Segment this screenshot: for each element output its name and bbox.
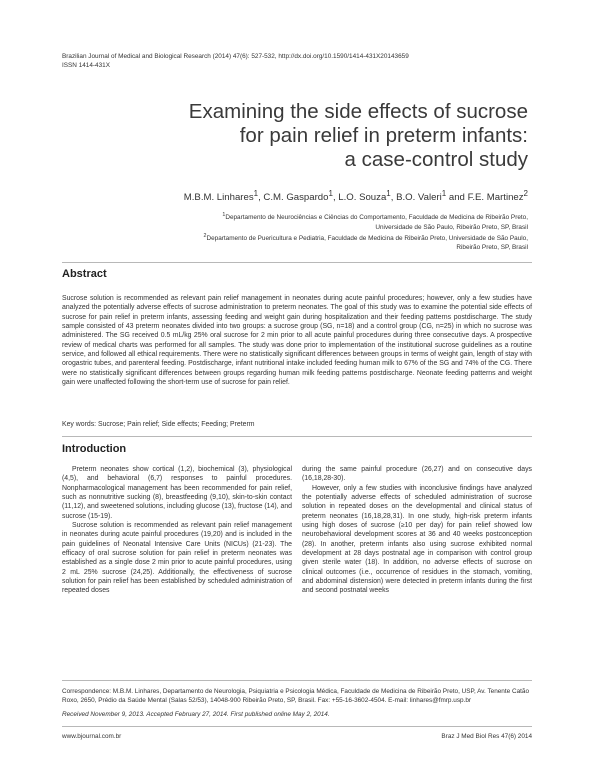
footer-website: www.bjournal.com.br: [62, 733, 122, 740]
footer-citation: Braz J Med Biol Res 47(6) 2014: [441, 733, 532, 740]
author-name: C.M. Gaspardo: [263, 192, 329, 204]
received-dates: Received November 9, 2013. Accepted February 27, 2014. First published online May 2, 2014.: [62, 711, 330, 718]
title-line-3: a case-control study: [344, 148, 528, 171]
divider: [62, 680, 532, 681]
author-name: F.E. Martinez: [467, 192, 524, 204]
author-affil-mark: 1: [328, 189, 333, 198]
abstract-heading: Abstract: [62, 268, 107, 280]
issn: ISSN 1414-431X: [62, 62, 110, 69]
affiliation-1-line-1: $^1$Departamento de Neurociências e Ciências do Comportamento, Faculdade de Medicina de Ribeirão Preto,: [222, 212, 528, 222]
paragraph: Preterm neonates show cortical (1,2), biochemical (3), physiological (4,5), and behavioral (6,7) responses to painful procedures. Nonpharmacological management has been recommended for pain relief, such as nonnutritive sucking (8), breastfeeding (9,10), skin-to-skin contact (11,12), and sweetened solutions, including glucose (13), fructose (14), and sucrose (15-19).: [62, 466, 292, 520]
text-column-left: [62, 465, 292, 596]
title-line-1: Examining the side effects of sucrose: [188, 100, 528, 123]
author-affil-mark: 2: [523, 189, 528, 198]
affiliation-2-line-2: Ribeirão Preto, SP, Brasil: [456, 244, 528, 252]
paragraph: However, only a few studies with inconclusive findings have analyzed the potentially adverse effects of scheduled administration of sucrose solution in repeated doses on the developmental and clinical status of preterm neonates (16,18,28,31). In one study, high-risk preterm infants using high doses of sucrose (≥10 per day) for pain relief showed low neurobehavioral development scores at 36 and 40 weeks postconception (28). In another, preterm infants also using sucrose exhibited normal development at 28 days postnatal age in comparison with control group given sterile water (18). In addition, no adverse effects of sucrose on clinical outcomes (i.e., occurrence of residues in the stomach, vomiting, and abdominal distension) were detected in preterm infants during the first and second postnatal weeks: [302, 484, 532, 595]
paragraph: Sucrose solution is recommended as relevant pain relief management in neonates during acute painful procedures (19,20) and is included in the pain guidelines of Neonatal Intensive Care Units (NICUs) (21-23). The efficacy of oral sucrose solution for pain relief in preterm neonates was established as a single dose 2 min prior to acute painful procedures, using 2 mL 25% sucrose (24,25). Additionally, the effectiveness of sucrose solution for pain relief has been established by scheduled administration of repeated doses: [62, 522, 292, 595]
author-affil-mark: 1: [253, 189, 259, 198]
author-affil-mark: 1: [441, 189, 447, 198]
affiliation-1-line-2: Universidade de São Paulo, Ribeirão Preto, SP, Brasil: [375, 223, 528, 231]
title-line-2: for pain relief in preterm infants:: [239, 124, 528, 147]
author-list: M.B.M. Linhares$^1$, C.M. Gaspardo$^1$, L.O. Souza$^1$, B.O. Valeri$^1$ and F.E. Martinez$^2$: [183, 189, 528, 204]
divider: [62, 262, 532, 263]
affiliation-2-line-1: $^2$Departamento de Puericultura e Pediatria, Faculdade de Medicina de Ribeirão Preto, Universidade de São Paulo,: [203, 232, 528, 243]
abstract-text: Sucrose solution is recommended as relevant pain relief management in neonates during acute painful procedures; however, only a few studies have analyzed the potentially adverse effects of sucrose administration to preterm neonates. The goal of this study was to examine the potential side effects of sucrose for pain relief in preterm infants, assessing feeding and weight gain during hospitalization and their feeding patterns postdischarge. The study sample consisted of 43 preterm neonates divided into two groups: a sucrose group (SG, n=18) and a control group (CG, n=25) in which no sucrose was administered. The SG received 0.5 mL/kg 25% oral sucrose for 2 min prior to all acute painful procedures during three consecutive days. A prospective review of medical charts was performed for all samples. The study was done prior to implementation of the institutional sucrose guidelines as a routine service, and followed all ethical requirements. There were no statistically significant differences between groups in terms of weight gain, length of stay with orogastric tubes, and parenteral feeding. Postdischarge, infant nutritional intake included feeding human milk to 67% of the SG and 74% of the CG. There were no statistically significant differences between groups regarding human milk feeding patterns postdischarge. Neonate feeding patterns and weight gain were unaffected following the short-term use of sucrose for pain relief.: [62, 295, 532, 387]
affiliations: [48, 211, 528, 253]
divider: [62, 726, 532, 727]
keywords: Key words: Sucrose; Pain relief; Side effects; Feeding; Preterm: [62, 421, 255, 428]
author-affil-mark: 1: [386, 189, 391, 198]
author-name: M.B.M. Linhares: [183, 192, 254, 204]
text-column-right: [302, 465, 532, 596]
divider: [62, 436, 532, 437]
journal-header: [62, 52, 409, 70]
correspondence: Correspondence: M.B.M. Linhares, Departamento de Neurologia, Psiquiatria e Psicologia Médica, Faculdade de Medicina de Ribeirão Preto, USP, Av. Tenente Catão Roxo, 2650, Prédio da Saúde Mental (Salas 52/53), 14048-900 Ribeirão Preto, SP, Brasil. Fax: +55-16-3602-4504. E-mail: linhares@fmrp.usp.br: [62, 688, 530, 704]
journal-citation: Brazilian Journal of Medical and Biological Research (2014) 47(6): 527-532, http://dx.doi.org/10.1590/1414-431X20143659: [62, 53, 409, 60]
introduction-heading: Introduction: [62, 443, 127, 455]
author-name: L.O. Souza: [338, 192, 387, 204]
author-name: B.O. Valeri: [396, 192, 442, 204]
article-title: [88, 100, 528, 172]
paragraph: during the same painful procedure (26,27) and on consecutive days (16,18,28-30).: [302, 466, 532, 483]
